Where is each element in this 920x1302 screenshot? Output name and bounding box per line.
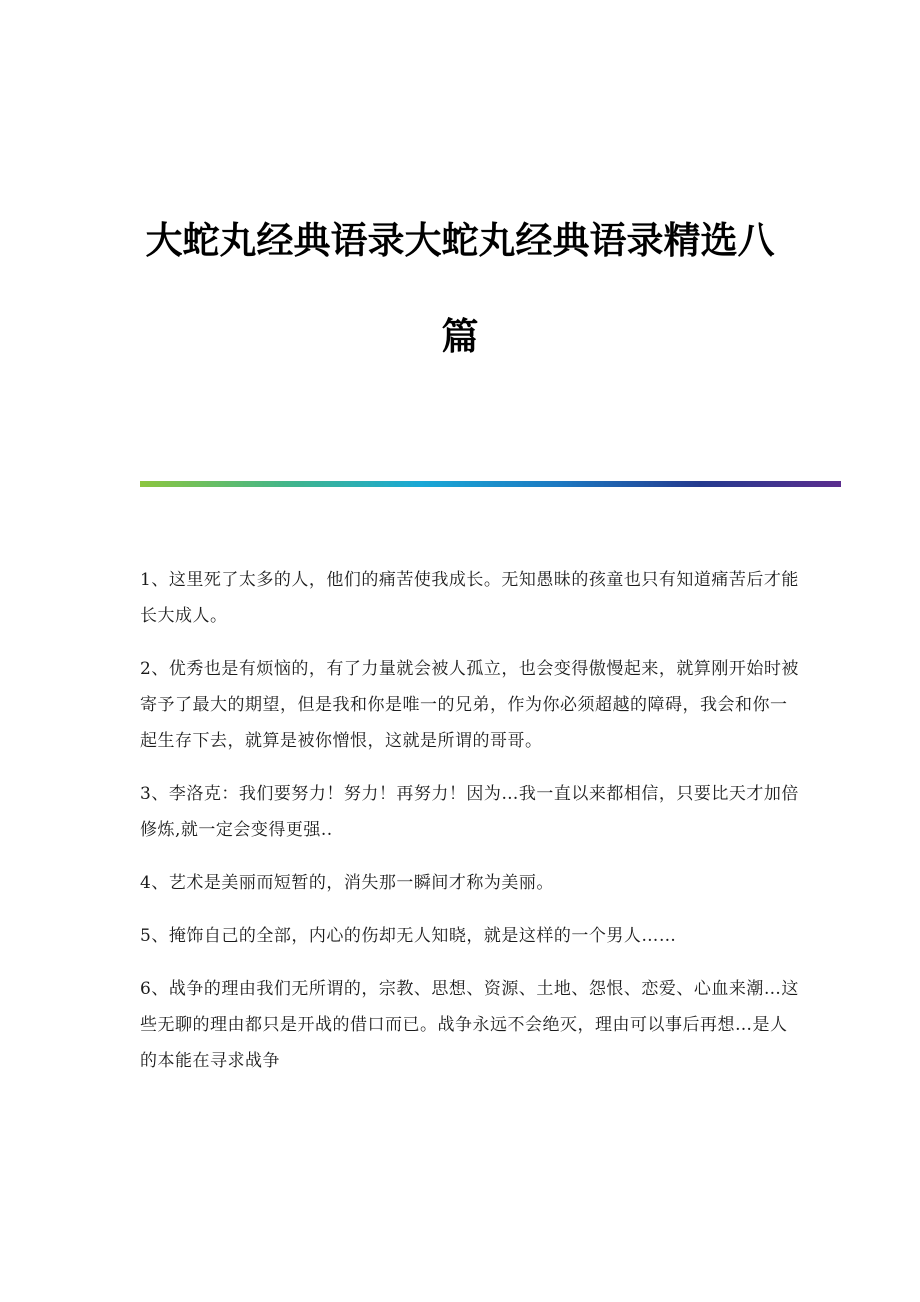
page-title-line-2: 篇 <box>441 315 479 358</box>
paragraph-3: 3、李洛克：我们要努力！努力！再努力！因为…我一直以来都相信，只要比天才加倍修炼,就一定会变得更强.. <box>140 784 799 840</box>
document-body <box>140 562 800 1079</box>
paragraph-1: 1、这里死了太多的人，他们的痛苦使我成长。无知愚昧的孩童也只有知道痛苦后才能长大成人。 <box>140 570 799 626</box>
paragraph-2: 2、优秀也是有烦恼的，有了力量就会被人孤立，也会变得傲慢起来，就算刚开始时被寄予了最大的期望，但是我和你是唯一的兄弟，作为你必须超越的障碍，我会和你一起生存下去，就算是被你憎恨，这就是所谓的哥哥。 <box>140 659 799 751</box>
paragraph-4: 4、艺术是美丽而短暂的，消失那一瞬间才称为美丽。 <box>140 873 554 893</box>
gradient-divider <box>140 481 841 487</box>
paragraph-6: 6、战争的理由我们无所谓的，宗教、思想、资源、土地、怨恨、恋爱、心血来潮…这些无聊的理由都只是开战的借口而已。战争永远不会绝灭，理由可以事后再想…是人的本能在寻求战争 <box>140 979 799 1071</box>
page-title-line-1: 大蛇丸经典语录大蛇丸经典语录精选八 <box>145 219 775 262</box>
paragraph-5: 5、掩饰自己的全部，内心的伤却无人知晓，就是这样的一个男人…… <box>140 926 677 946</box>
